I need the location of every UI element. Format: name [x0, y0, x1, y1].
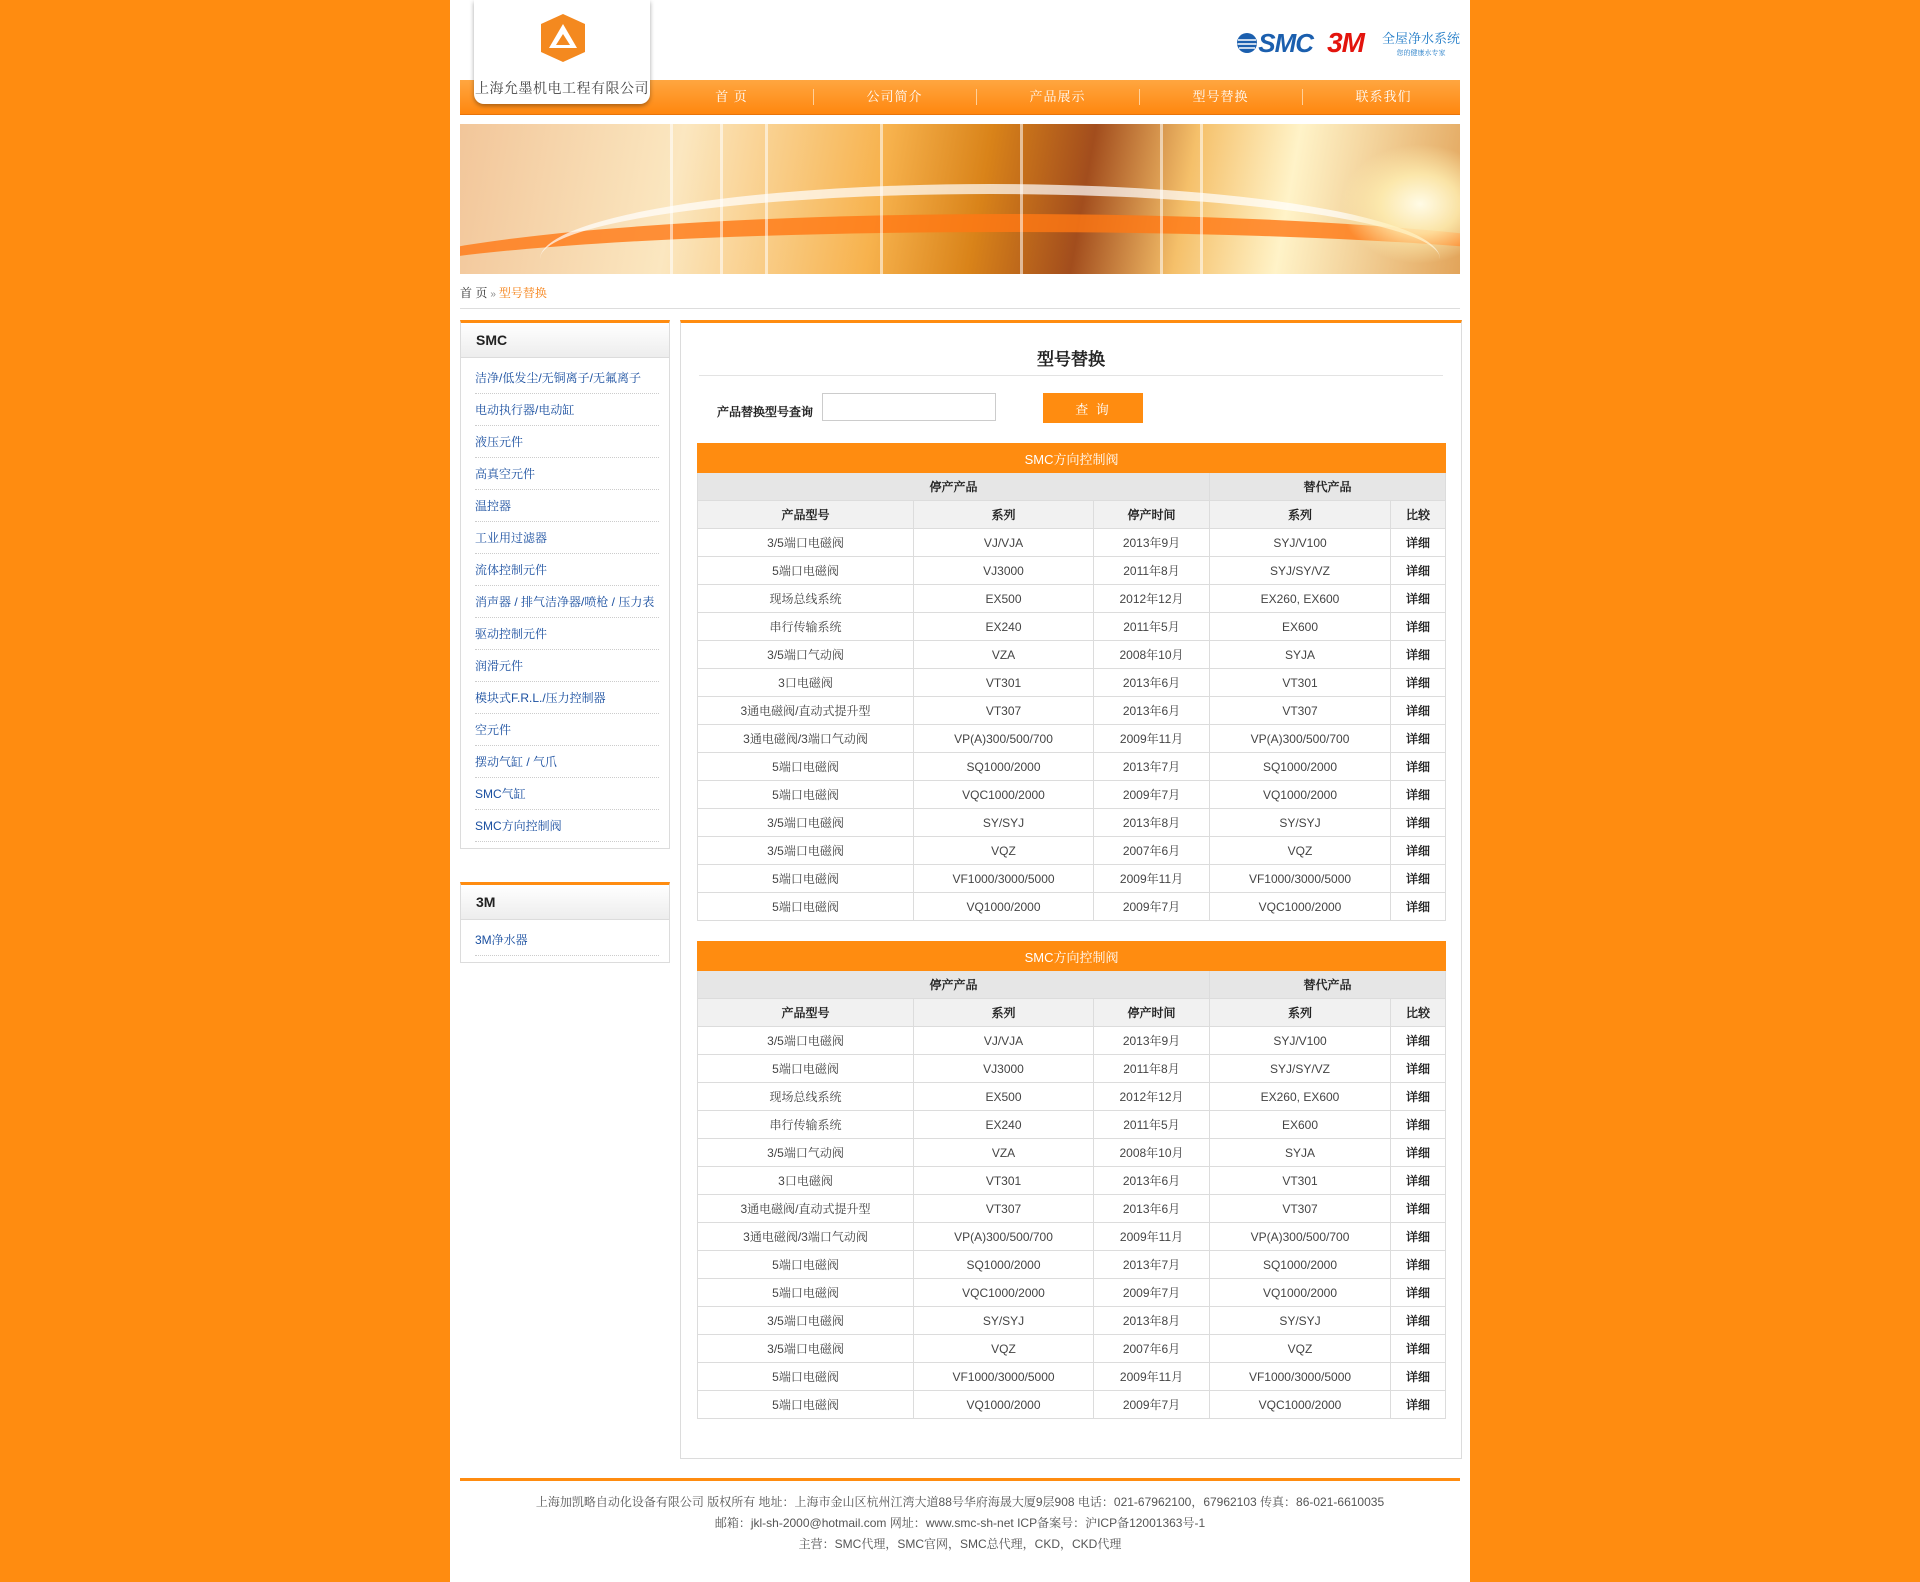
sidebar-item[interactable]: 驱动控制元件 — [475, 618, 659, 650]
table-cell: 5端口电磁阀 — [698, 557, 914, 585]
table-cell: VT301 — [1210, 669, 1391, 697]
replacement-table — [697, 941, 1446, 1419]
table-cell: VQ1000/2000 — [914, 893, 1094, 921]
table-cell: 2007年6月 — [1094, 837, 1210, 865]
detail-link[interactable]: 详细 — [1391, 1307, 1446, 1335]
table-row — [698, 1223, 1446, 1251]
nav-products[interactable]: 产品展示 — [976, 80, 1139, 114]
table-cell: SY/SYJ — [1210, 809, 1391, 837]
table-cell: 5端口电磁阀 — [698, 893, 914, 921]
table-cell: VP(A)300/500/700 — [914, 725, 1094, 753]
table-cell: VF1000/3000/5000 — [1210, 865, 1391, 893]
col-header: 系列 — [1210, 501, 1391, 529]
hero-banner — [460, 124, 1460, 274]
col-header: 产品型号 — [698, 501, 914, 529]
table-cell: 3口电磁阀 — [698, 669, 914, 697]
detail-link[interactable]: 详细 — [1391, 1027, 1446, 1055]
table-cell: EX240 — [914, 613, 1094, 641]
table-row — [698, 529, 1446, 557]
table-cell: VT307 — [914, 697, 1094, 725]
sidebar-item[interactable]: 消声器 / 排气洁净器/喷枪 / 压力表 — [475, 586, 659, 618]
table-cell: 2009年11月 — [1094, 865, 1210, 893]
table-row — [698, 753, 1446, 781]
table-row — [698, 865, 1446, 893]
table-cell: SQ1000/2000 — [1210, 753, 1391, 781]
detail-link[interactable]: 详细 — [1391, 837, 1446, 865]
detail-link[interactable]: 详细 — [1391, 1111, 1446, 1139]
table-row — [698, 1363, 1446, 1391]
col-header: 比较 — [1391, 501, 1446, 529]
table-cell: VT301 — [914, 669, 1094, 697]
table-cell: SY/SYJ — [914, 1307, 1094, 1335]
replacement-table — [697, 443, 1446, 921]
detail-link[interactable]: 详细 — [1391, 641, 1446, 669]
sidebar-item[interactable]: 电动执行器/电动缸 — [475, 394, 659, 426]
sidebar-item[interactable]: 空元件 — [475, 714, 659, 746]
breadcrumb-current[interactable]: 型号替换 — [498, 286, 547, 300]
table-cell: SYJ/SY/VZ — [1210, 557, 1391, 585]
page — [450, 0, 1470, 1582]
table-cell: 5端口电磁阀 — [698, 1279, 914, 1307]
footer-divider — [460, 1478, 1460, 1481]
table-cell: VF1000/3000/5000 — [1210, 1363, 1391, 1391]
table-cell: 5端口电磁阀 — [698, 753, 914, 781]
table-row — [698, 1139, 1446, 1167]
table-cell: SYJ/V100 — [1210, 529, 1391, 557]
table-row — [698, 1335, 1446, 1363]
table-cell: 2013年9月 — [1094, 1027, 1210, 1055]
water-system-logo[interactable] — [1382, 28, 1460, 58]
table-cell: 2009年7月 — [1094, 1279, 1210, 1307]
detail-link[interactable]: 详细 — [1391, 893, 1446, 921]
detail-link[interactable]: 详细 — [1391, 1251, 1446, 1279]
footer-business: 主营：SMC代理，SMC官网，SMC总代理，CKD，CKD代理 — [798, 1537, 1122, 1551]
table-cell: 2008年10月 — [1094, 641, 1210, 669]
table-cell: SQ1000/2000 — [914, 1251, 1094, 1279]
table-row — [698, 669, 1446, 697]
table-cell: 3/5端口电磁阀 — [698, 809, 914, 837]
col-header: 停产时间 — [1094, 999, 1210, 1027]
table-cell: 2009年11月 — [1094, 725, 1210, 753]
table-cell: 3/5端口电磁阀 — [698, 529, 914, 557]
table-cell: VQZ — [1210, 837, 1391, 865]
col-header: 系列 — [1210, 999, 1391, 1027]
table-cell: SQ1000/2000 — [1210, 1251, 1391, 1279]
table-cell: VQC1000/2000 — [914, 781, 1094, 809]
sidebar-item[interactable]: 高真空元件 — [475, 458, 659, 490]
table-cell: SY/SYJ — [1210, 1307, 1391, 1335]
table-row — [698, 893, 1446, 921]
breadcrumb-home[interactable]: 首 页 — [460, 286, 488, 300]
table-cell: 2013年6月 — [1094, 1195, 1210, 1223]
page-title: 型号替换 — [1037, 350, 1105, 369]
sidebar-item[interactable]: 洁净/低发尘/无铜离子/无氟离子 — [475, 362, 659, 394]
table-row — [698, 1055, 1446, 1083]
table-cell: 2013年6月 — [1094, 669, 1210, 697]
table-cell: 2013年9月 — [1094, 529, 1210, 557]
detail-link[interactable]: 详细 — [1391, 1083, 1446, 1111]
table-row — [698, 781, 1446, 809]
detail-link[interactable]: 详细 — [1391, 1055, 1446, 1083]
smc-logo[interactable] — [1236, 28, 1313, 59]
table-cell: VJ3000 — [914, 557, 1094, 585]
nav-contact[interactable]: 联系我们 — [1302, 80, 1465, 114]
table-cell: VQC1000/2000 — [914, 1279, 1094, 1307]
detail-link[interactable]: 详细 — [1391, 1391, 1446, 1419]
water-system-subtitle: 您的健康水专家 — [1396, 50, 1446, 57]
table-row — [698, 1279, 1446, 1307]
table-cell: VT307 — [1210, 1195, 1391, 1223]
nav-about[interactable]: 公司简介 — [813, 80, 976, 114]
nav-home[interactable]: 首 页 — [715, 89, 748, 104]
table-cell: VF1000/3000/5000 — [914, 1363, 1094, 1391]
water-system-title: 全屋净水系统 — [1381, 31, 1460, 46]
table-cell: 2013年8月 — [1094, 809, 1210, 837]
table-cell: 2008年10月 — [1094, 1139, 1210, 1167]
table-row — [698, 725, 1446, 753]
footer-contact: 邮箱：jkl-sh-2000@hotmail.com 网址：www.smc-sh-net ICP备案号：沪ICP备12001363号-1 — [714, 1516, 1206, 1530]
table-cell: VQ1000/2000 — [1210, 781, 1391, 809]
table-cell: EX600 — [1210, 1111, 1391, 1139]
table-row — [698, 1195, 1446, 1223]
table-cell: 2007年6月 — [1094, 1335, 1210, 1363]
table-cell: 2009年11月 — [1094, 1363, 1210, 1391]
group-replacement: 替代产品 — [1210, 473, 1446, 501]
table-cell: 串行传输系统 — [698, 1111, 914, 1139]
table-cell: 2011年8月 — [1094, 1055, 1210, 1083]
footer-copyright: 上海加凯略自动化设备有限公司 版权所有 地址：上海市金山区杭州江湾大道88号华府海晟大厦9层908 电话：021-67962100，67962103 传真：86-021-6610035 — [535, 1495, 1385, 1509]
table-cell: 2011年8月 — [1094, 557, 1210, 585]
table-cell: VP(A)300/500/700 — [1210, 1223, 1391, 1251]
page-inner — [460, 0, 1460, 1582]
detail-link[interactable]: 详细 — [1391, 697, 1446, 725]
table-cell: 串行传输系统 — [698, 613, 914, 641]
table-cell: 2009年7月 — [1094, 1391, 1210, 1419]
table-cell: EX500 — [914, 585, 1094, 613]
table-cell: VZA — [914, 1139, 1094, 1167]
sidebar-item[interactable]: 工业用过滤器 — [475, 522, 659, 554]
table-cell: VJ3000 — [914, 1055, 1094, 1083]
table-cell: 2012年12月 — [1094, 1083, 1210, 1111]
table-cell: EX500 — [914, 1083, 1094, 1111]
col-header: 比较 — [1391, 999, 1446, 1027]
group-replacement: 替代产品 — [1210, 971, 1446, 999]
table-cell: 2013年7月 — [1094, 1251, 1210, 1279]
sidebar-item[interactable]: SMC方向控制阀 — [475, 810, 659, 842]
sidebar-item[interactable]: 流体控制元件 — [475, 554, 659, 586]
table-cell: 5端口电磁阀 — [698, 1391, 914, 1419]
table-cell: EX600 — [1210, 613, 1391, 641]
table-cell: 3/5端口电磁阀 — [698, 837, 914, 865]
table-cell: VP(A)300/500/700 — [1210, 725, 1391, 753]
table-cell: 2009年7月 — [1094, 893, 1210, 921]
table-cell: VT301 — [914, 1167, 1094, 1195]
breadcrumb — [460, 284, 547, 301]
detail-link[interactable]: 详细 — [1391, 613, 1446, 641]
detail-link[interactable]: 详细 — [1391, 1167, 1446, 1195]
main-content — [680, 320, 1462, 1459]
table-cell: SYJA — [1210, 641, 1391, 669]
col-header: 系列 — [914, 501, 1094, 529]
table-row — [698, 1391, 1446, 1419]
table-cell: 3/5端口电磁阀 — [698, 1307, 914, 1335]
table-cell: VQC1000/2000 — [1210, 893, 1391, 921]
table-cell: EX260, EX600 — [1210, 1083, 1391, 1111]
group-discontinued: 停产产品 — [698, 971, 1210, 999]
table-cell: VT301 — [1210, 1167, 1391, 1195]
table-cell: 5端口电磁阀 — [698, 1363, 914, 1391]
table-cell: 现场总线系统 — [698, 585, 914, 613]
col-header: 产品型号 — [698, 999, 914, 1027]
brand-logos — [1236, 26, 1460, 60]
table-cell: 现场总线系统 — [698, 1083, 914, 1111]
table-row — [698, 697, 1446, 725]
detail-link[interactable]: 详细 — [1391, 585, 1446, 613]
table-cell: VT307 — [1210, 697, 1391, 725]
table-caption: SMC方向控制阀 — [698, 444, 1446, 473]
table-cell: 5端口电磁阀 — [698, 1055, 914, 1083]
company-logo-icon — [537, 12, 589, 64]
table-row — [698, 585, 1446, 613]
table-cell: 3/5端口气动阀 — [698, 1139, 914, 1167]
table-cell: VQZ — [1210, 1335, 1391, 1363]
detail-link[interactable]: 详细 — [1391, 669, 1446, 697]
3m-logo[interactable]: 3M — [1327, 27, 1364, 58]
table-cell: VJ/VJA — [914, 529, 1094, 557]
table-cell: 3通电磁阀/直动式提升型 — [698, 1195, 914, 1223]
table-cell: 2013年6月 — [1094, 697, 1210, 725]
table-cell: 2009年11月 — [1094, 1223, 1210, 1251]
detail-link[interactable]: 详细 — [1391, 753, 1446, 781]
sidebar-item[interactable]: 3M净水器 — [475, 924, 659, 956]
table-cell: 3/5端口电磁阀 — [698, 1027, 914, 1055]
detail-link[interactable]: 详细 — [1391, 1195, 1446, 1223]
table-cell: EX260, EX600 — [1210, 585, 1391, 613]
table-cell: SYJ/V100 — [1210, 1027, 1391, 1055]
table-caption: SMC方向控制阀 — [698, 942, 1446, 971]
table-cell: 2012年12月 — [1094, 585, 1210, 613]
table-cell: 3通电磁阀/3端口气动阀 — [698, 1223, 914, 1251]
table-cell: 3口电磁阀 — [698, 1167, 914, 1195]
detail-link[interactable]: 详细 — [1391, 781, 1446, 809]
table-row — [698, 557, 1446, 585]
table-cell: 2013年7月 — [1094, 753, 1210, 781]
table-cell: 2011年5月 — [1094, 1111, 1210, 1139]
table-row — [698, 809, 1446, 837]
sidebar-item[interactable]: 摆动气缸 / 气爪 — [475, 746, 659, 778]
detail-link[interactable]: 详细 — [1391, 1223, 1446, 1251]
detail-link[interactable]: 详细 — [1391, 557, 1446, 585]
detail-link[interactable]: 详细 — [1391, 865, 1446, 893]
search-button[interactable]: 查 询 — [1043, 393, 1143, 423]
table-cell: SY/SYJ — [914, 809, 1094, 837]
table-cell: 3通电磁阀/直动式提升型 — [698, 697, 914, 725]
detail-link[interactable]: 详细 — [1391, 1335, 1446, 1363]
table-cell: VT307 — [914, 1195, 1094, 1223]
table-cell: 2013年6月 — [1094, 1167, 1210, 1195]
sidebar-3m-title: 3M — [461, 885, 669, 920]
detail-link[interactable]: 详细 — [1391, 809, 1446, 837]
table-row — [698, 1307, 1446, 1335]
table-row — [698, 641, 1446, 669]
table-cell: VQ1000/2000 — [1210, 1279, 1391, 1307]
table-cell: 3通电磁阀/3端口气动阀 — [698, 725, 914, 753]
group-discontinued: 停产产品 — [698, 473, 1210, 501]
table-cell: 2013年8月 — [1094, 1307, 1210, 1335]
table-cell: VQC1000/2000 — [1210, 1391, 1391, 1419]
table-cell: SYJ/SY/VZ — [1210, 1055, 1391, 1083]
table-cell: 5端口电磁阀 — [698, 1251, 914, 1279]
detail-link[interactable]: 详细 — [1391, 1279, 1446, 1307]
search-input[interactable] — [822, 393, 996, 421]
search-label: 产品替换型号查询 — [717, 405, 814, 419]
table-row — [698, 1083, 1446, 1111]
breadcrumb-separator: » — [490, 289, 496, 300]
table-row — [698, 837, 1446, 865]
table-cell: 5端口电磁阀 — [698, 865, 914, 893]
table-cell: SQ1000/2000 — [914, 753, 1094, 781]
table-cell: SYJA — [1210, 1139, 1391, 1167]
table-cell: 2009年7月 — [1094, 781, 1210, 809]
table-cell: 3/5端口气动阀 — [698, 641, 914, 669]
table-cell: VP(A)300/500/700 — [914, 1223, 1094, 1251]
title-divider — [699, 375, 1443, 376]
detail-link[interactable]: 详细 — [1391, 1139, 1446, 1167]
table-cell: VF1000/3000/5000 — [914, 865, 1094, 893]
col-header: 停产时间 — [1094, 501, 1210, 529]
table-cell: 5端口电磁阀 — [698, 781, 914, 809]
nav-model-replacement[interactable]: 型号替换 — [1139, 80, 1302, 114]
table-row — [698, 1167, 1446, 1195]
table-row — [698, 1111, 1446, 1139]
table-cell: VZA — [914, 641, 1094, 669]
breadcrumb-divider — [460, 308, 1460, 309]
table-cell: VQ1000/2000 — [914, 1391, 1094, 1419]
sidebar-smc-title: SMC — [461, 323, 669, 358]
sidebar-3m — [460, 882, 670, 963]
table-cell: VJ/VJA — [914, 1027, 1094, 1055]
sidebar-item[interactable]: 模块式F.R.L./压力控制器 — [475, 682, 659, 714]
detail-link[interactable]: 详细 — [1391, 725, 1446, 753]
sidebar-item[interactable]: SMC气缸 — [475, 778, 659, 810]
footer — [460, 1492, 1460, 1555]
table-cell: VQZ — [914, 837, 1094, 865]
detail-link[interactable]: 详细 — [1391, 529, 1446, 557]
table-row — [698, 1027, 1446, 1055]
sidebar-item[interactable]: 温控器 — [475, 490, 659, 522]
table-cell: 3/5端口电磁阀 — [698, 1335, 914, 1363]
sidebar-item[interactable]: 润滑元件 — [475, 650, 659, 682]
table-row — [698, 1251, 1446, 1279]
sidebar-item[interactable]: 液压元件 — [475, 426, 659, 458]
smc-globe-icon — [1236, 32, 1258, 54]
col-header: 系列 — [914, 999, 1094, 1027]
table-cell: VQZ — [914, 1335, 1094, 1363]
table-row — [698, 613, 1446, 641]
table-cell: EX240 — [914, 1111, 1094, 1139]
company-name: 上海允墨机电工程有限公司 — [475, 80, 649, 96]
logo[interactable] — [474, 0, 650, 104]
smc-logo-text: SMC — [1258, 27, 1314, 58]
detail-link[interactable]: 详细 — [1391, 1363, 1446, 1391]
sidebar-smc — [460, 320, 670, 849]
table-cell: 2011年5月 — [1094, 613, 1210, 641]
